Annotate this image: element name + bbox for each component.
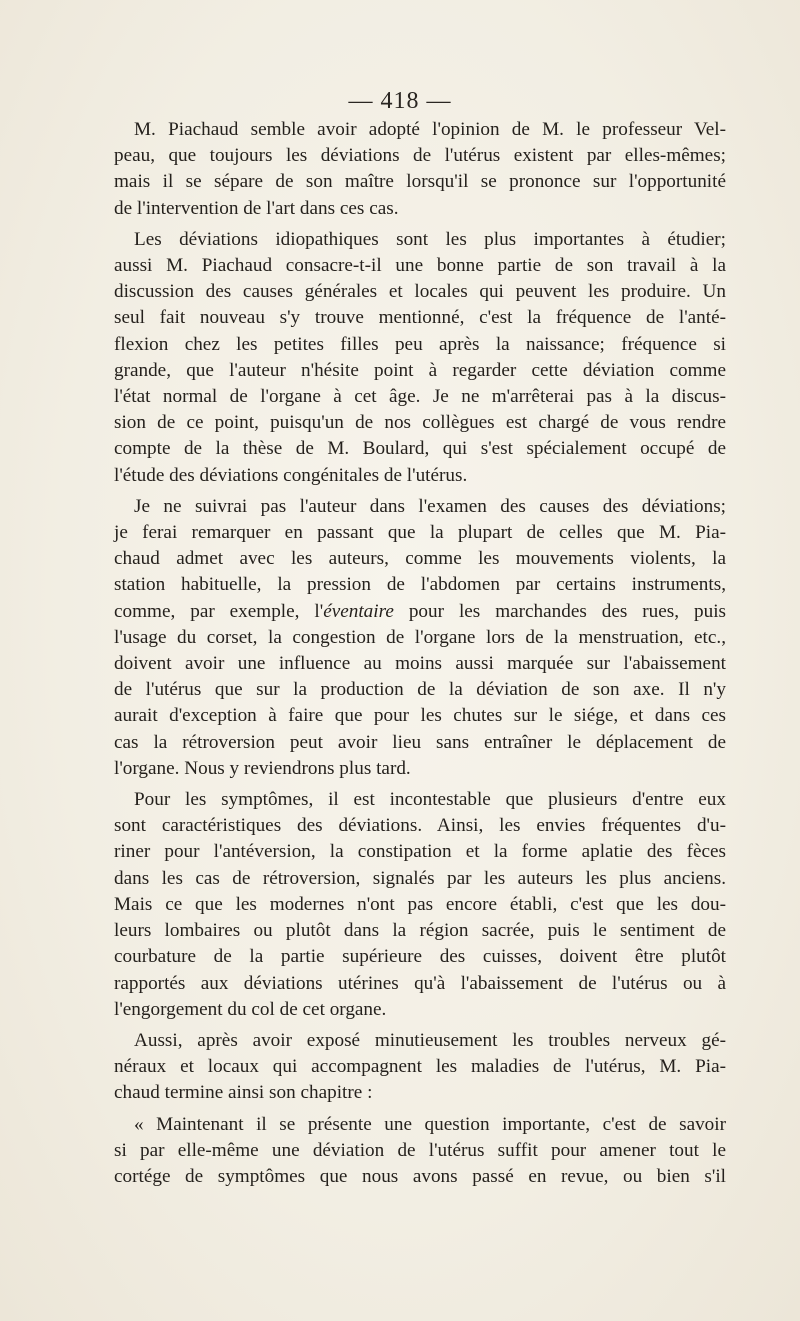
paragraph-1 (114, 117, 726, 222)
text-line: flexion chez les petites filles peu après la naissance; fréquence si (114, 333, 726, 355)
text-line: l'organe. Nous y reviendrons plus tard. (114, 757, 411, 779)
text-line: Aussi, après avoir exposé minutieusement les troubles nerveux gé- (134, 1029, 726, 1051)
paragraph-2 (114, 227, 726, 489)
text-line: doivent avoir une influence au moins aussi marquée sur l'abaissement (114, 653, 726, 675)
text-line: peau, que toujours les déviations de l'utérus existent par elles-mêmes; (114, 145, 726, 167)
text-line: aussi M. Piachaud consacre-t-il une bonne partie de son travail à la (114, 255, 726, 277)
text-line: cortége de symptômes que nous avons passé en revue, ou bien s'il (114, 1165, 726, 1187)
paragraph-4 (114, 787, 726, 1023)
text-line: néraux et locaux qui accompagnent les maladies de l'utérus, M. Pia- (114, 1056, 726, 1078)
text-line-with-italic (114, 599, 726, 625)
body-text (114, 117, 726, 1190)
text-line: de l'intervention de l'art dans ces cas. (114, 197, 399, 219)
text-line: sion de ce point, puisqu'un de nos collègues est chargé de vous rendre (114, 412, 726, 434)
text-line: sont caractéristiques des déviations. Ainsi, les envies fréquentes d'u- (114, 815, 726, 837)
text-line: dans les cas de rétroversion, signalés par les auteurs les plus anciens. (114, 867, 726, 889)
text-fragment: pour les marchandes des rues, puis (393, 600, 726, 622)
text-line: rapportés aux déviations utérines qu'à l'abaissement de l'utérus ou à (114, 972, 726, 994)
text-line: station habituelle, la pression de l'abdomen par certains instruments, (114, 574, 726, 596)
text-line: riner pour l'antéversion, la constipation et la forme aplatie des fèces (114, 841, 726, 863)
text-line: Mais ce que les modernes n'ont pas encore établi, c'est que les dou- (114, 893, 726, 915)
text-line: Les déviations idiopathiques sont les plus importantes à étudier; (134, 228, 726, 250)
text-fragment: comme, par exemple, l' (114, 600, 324, 622)
text-line: grande, que l'auteur n'hésite point à regarder cette déviation comme (114, 359, 726, 381)
text-line: compte de la thèse de M. Boulard, qui s'est spécialement occupé de (114, 438, 726, 460)
page-number: — 418 — (348, 88, 452, 114)
text-line: M. Piachaud semble avoir adopté l'opinion de M. le professeur Vel- (134, 119, 726, 140)
italic-term: éventaire (323, 600, 394, 622)
paragraph-3 (114, 494, 726, 782)
text-line: de l'utérus que sur la production de la déviation de son axe. Il n'y (114, 679, 726, 701)
text-line: discussion des causes générales et locales qui peuvent les produire. Un (114, 281, 726, 303)
text-line: aurait d'exception à faire que pour les chutes sur le siége, et dans ces (114, 705, 726, 727)
text-line: je ferai remarquer en passant que la plupart de celles que M. Pia- (114, 522, 726, 544)
text-line: Pour les symptômes, il est incontestable que plusieurs d'entre eux (134, 789, 726, 811)
text-line: l'engorgement du col de cet organe. (114, 998, 387, 1020)
text-line: courbature de la partie supérieure des cuisses, doivent être plutôt (114, 946, 726, 968)
paragraph-6 (114, 1112, 726, 1191)
text-line: mais il se sépare de son maître lorsqu'il se prononce sur l'opportunité (114, 171, 726, 193)
text-line: l'état normal de l'organe à cet âge. Je ne m'arrêterai pas à la discus- (114, 386, 726, 408)
text-line: l'étude des déviations congénitales de l'utérus. (114, 464, 468, 486)
text-line: chaud termine ainsi son chapitre : (114, 1082, 373, 1104)
paragraph-5 (114, 1028, 726, 1107)
text-line: chaud admet avec les auteurs, comme les mouvements violents, la (114, 548, 726, 570)
text-line: Je ne suivrai pas l'auteur dans l'examen des causes des déviations; (134, 495, 726, 517)
text-line: leurs lombaires ou plutôt dans la région sacrée, puis le sentiment de (114, 920, 726, 942)
text-line: si par elle-même une déviation de l'utérus suffit pour amener tout le (114, 1139, 726, 1161)
text-line: cas la rétroversion peut avoir lieu sans entraîner le déplacement de (114, 731, 726, 753)
text-line: seul fait nouveau s'y trouve mentionné, c'est la fréquence de l'anté- (114, 307, 726, 329)
text-line: l'usage du corset, la congestion de l'organe lors de la menstruation, etc., (114, 626, 726, 648)
text-line: « Maintenant il se présente une question importante, c'est de savoir (134, 1113, 726, 1135)
